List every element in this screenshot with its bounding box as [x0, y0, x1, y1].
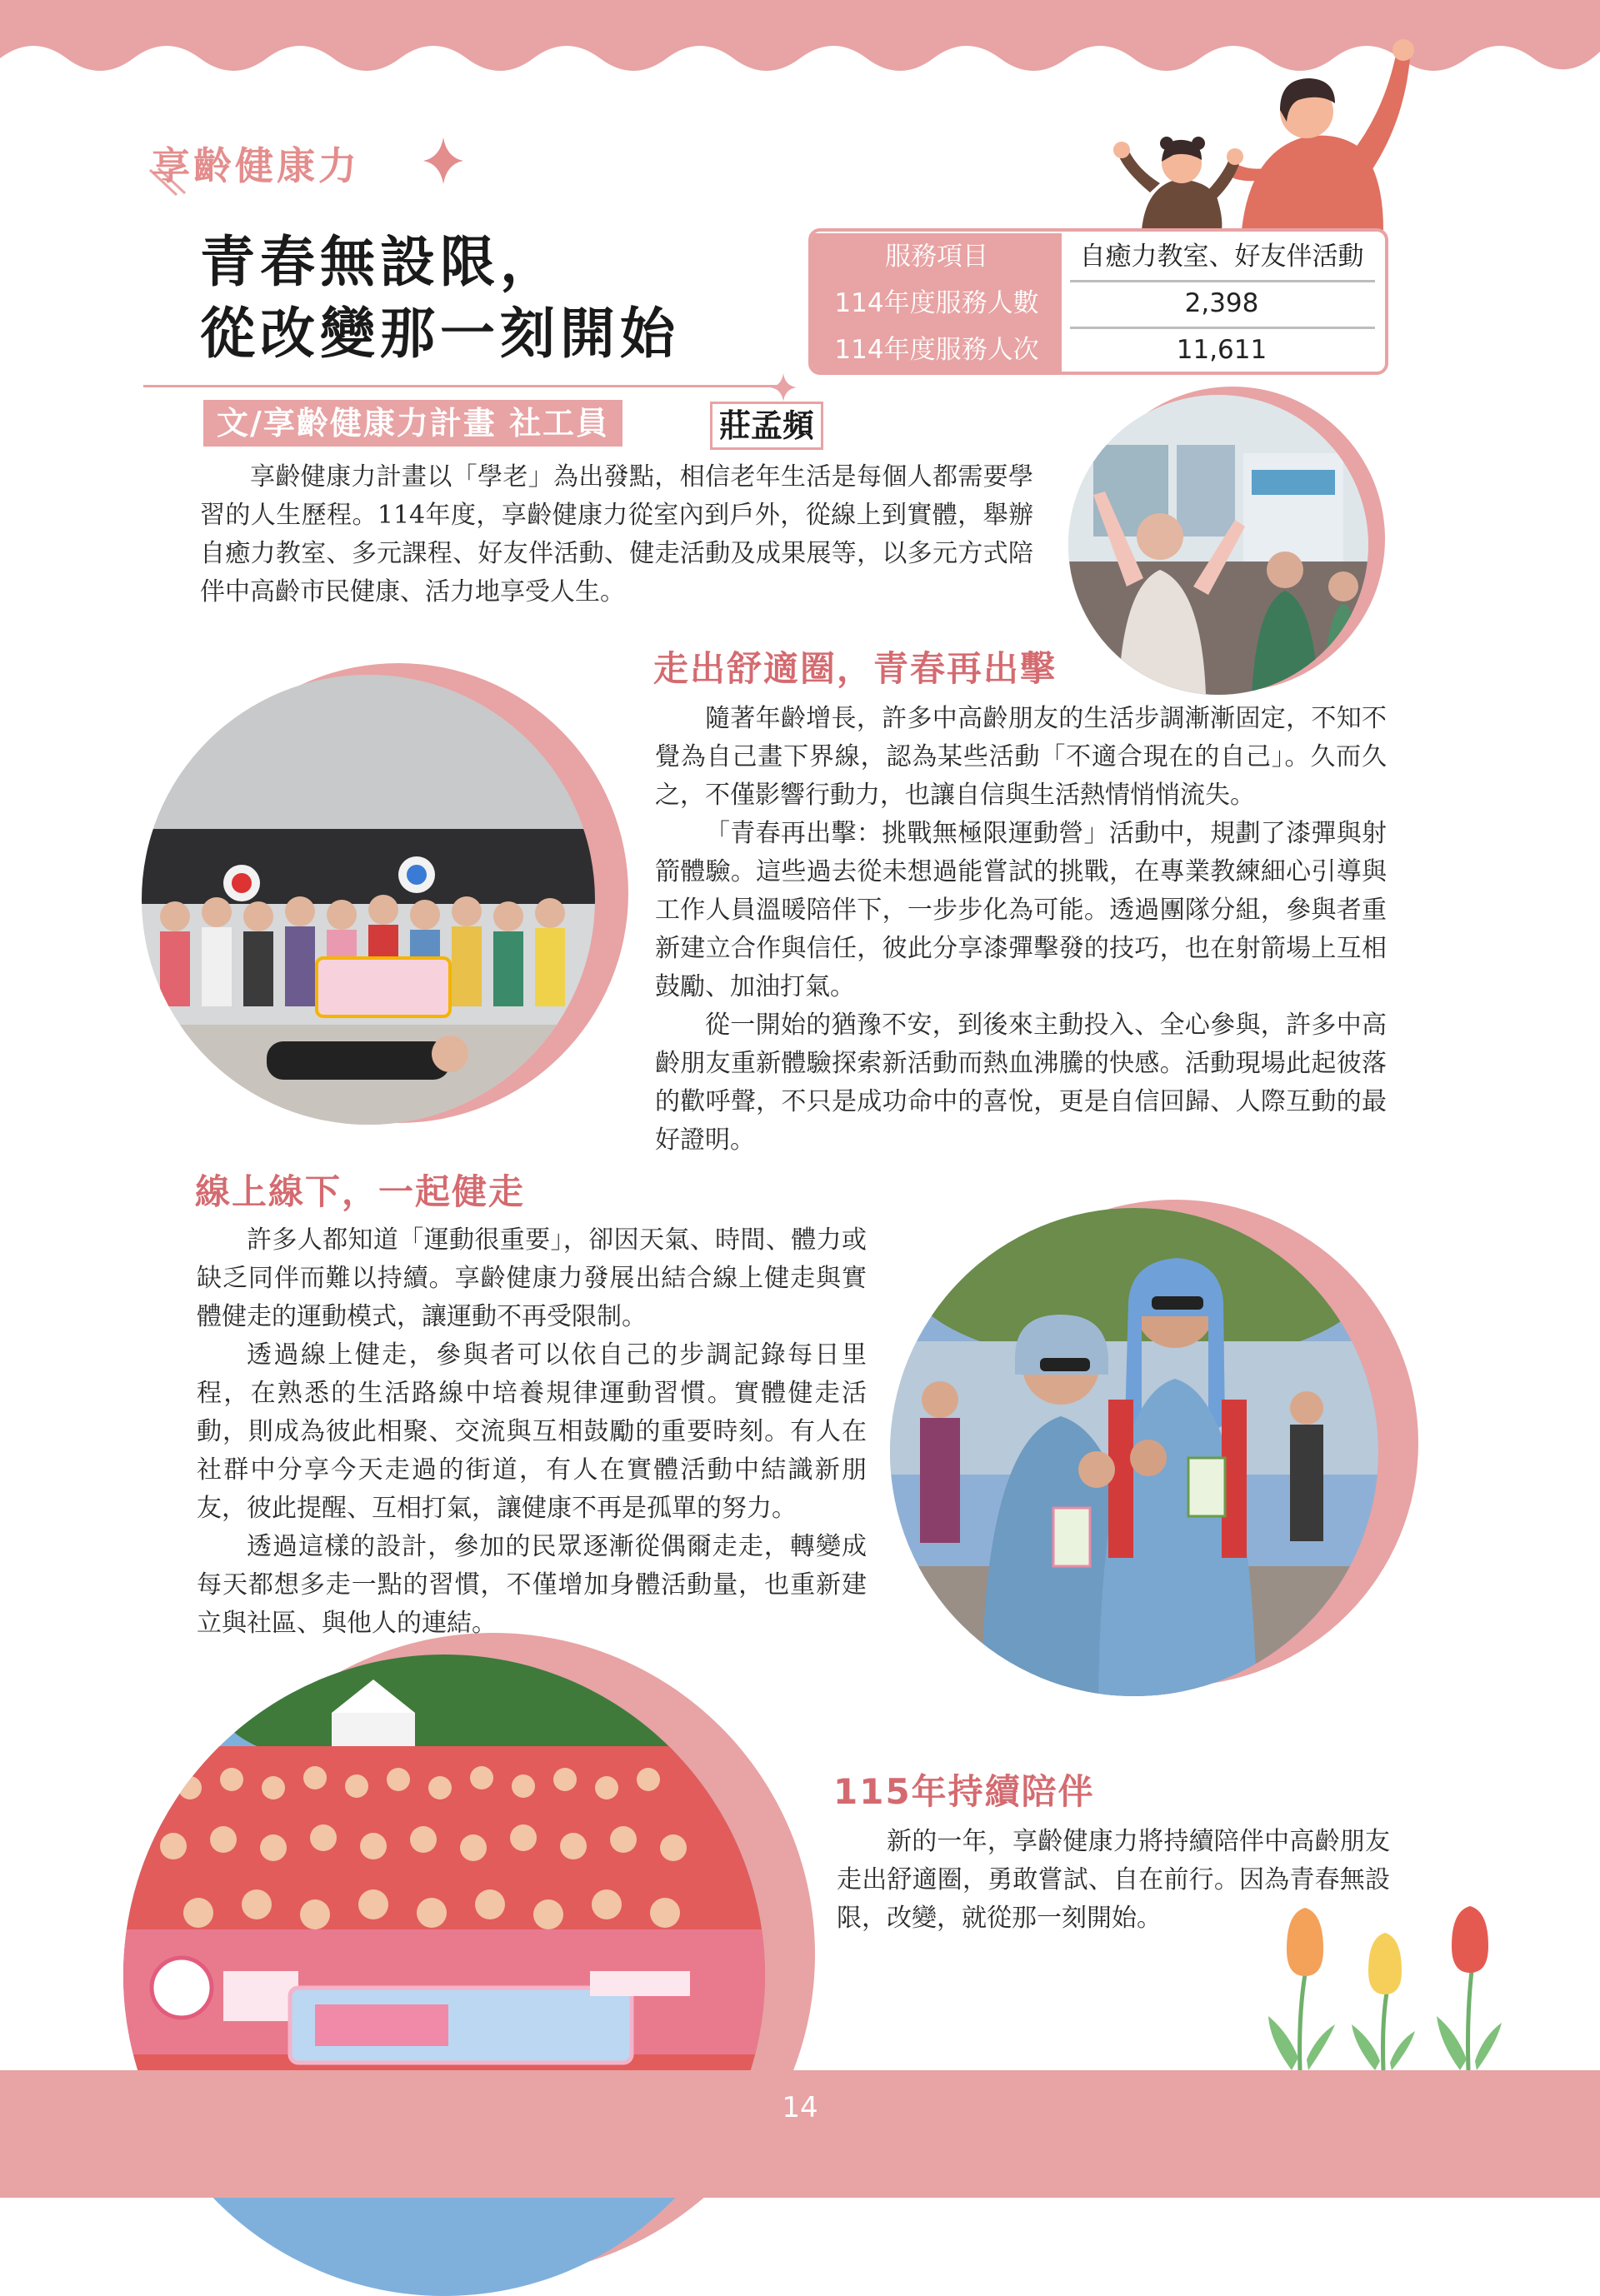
- paragraph: 許多人都知道「運動很重要」，卻因天氣、時間、體力或缺乏同伴而難以持續。享齡健康力發展出結合線上健走與實體健走的運動模式，讓運動不再受限制。: [197, 1225, 867, 1331]
- tulips-illustration: [1258, 1899, 1508, 2070]
- paragraph: 享齡健康力計畫以「學老」為出發點，相信老年生活是每個人都需要學習的人生歷程。114年度，享齡健康力從室內到戶外，從線上到實體，舉辦自癒力教室、多元課程、好友伴活動、健走活動及成果展等，以多元方式陪伴中高齡市民健康、活力地享受人生。: [200, 462, 1033, 606]
- section-heading-walking: 線上線下，一起健走: [195, 1171, 526, 1212]
- photo-walkers: [885, 1200, 1418, 1700]
- section-2-body: [197, 1221, 867, 1643]
- section-heading-comfort-zone: 走出舒適圈，青春再出擊: [653, 648, 1058, 689]
- page-title: [200, 227, 680, 370]
- paragraph: 從一開始的猶豫不安，到後來主動投入、全心參與，許多中高齡朋友重新體驗探索新活動而熱血沸騰的快感。活動現場此起彼落的歡呼聲，不只是成功命中的喜悅，更是自信回歸、人際互動的最好證明。: [655, 1011, 1387, 1155]
- title-line-2: 從改變那一刻開始: [200, 302, 680, 366]
- photo-image: [890, 1208, 1378, 1696]
- paragraph: 「青春再出擊：挑戰無極限運動營」活動中，規劃了漆彈與射箭體驗。這些過去從未想過能嘗試的挑戰，在專業教練細心引導與工作人員溫暖陪伴下，一步步化為可能。透過團隊分組，參與者重新建立合作與信任，彼此分享漆彈擊發的技巧，也在射箭場上互相鼓勵、加油打氣。: [655, 819, 1387, 1001]
- service-value: 自癒力教室、好友伴活動: [1079, 242, 1364, 272]
- table-row: [812, 280, 1388, 327]
- photo-archery-group: [135, 663, 628, 1126]
- intro-paragraph: [200, 458, 1033, 611]
- paragraph: 新的一年，享齡健康力將持續陪伴中高齡朋友走出舒適圈，勇敢嘗試、自在前行。因為青春無設限，改變，就從那一刻開始。: [837, 1827, 1390, 1933]
- photo-exercise-class: [1068, 387, 1385, 703]
- photo-large-group: [122, 1633, 815, 2070]
- page-number: 14: [782, 2091, 818, 2124]
- service-label: 服務項目: [812, 233, 1062, 280]
- sparkle-icon: [770, 373, 797, 402]
- service-info-table: [808, 228, 1388, 375]
- footer-band: [0, 2070, 1600, 2198]
- photo-image: [123, 1655, 765, 2296]
- mother-child-illustration: [1083, 30, 1417, 230]
- service-value: 11,611: [1176, 335, 1268, 365]
- photo-image: [1068, 395, 1368, 695]
- paragraph: 透過線上健走，參與者可以依自己的步調記錄每日里程，在熟悉的生活路線中培養規律運動習慣。實體健走活動，則成為彼此相聚、交流與互相鼓勵的重要時刻。有人在社群中分享今天走過的街道，有人在實體活動中結識新朋友，彼此提醒、互相打氣，讓健康不再是孤單的努力。: [197, 1340, 867, 1523]
- table-row: [812, 327, 1388, 373]
- section-tag: 享齡健康力: [152, 143, 360, 188]
- title-line-1: 青春無設限，: [200, 230, 560, 294]
- author-name: 莊孟頻: [710, 402, 823, 450]
- sparkle-icon: [423, 137, 463, 184]
- service-value: 2,398: [1184, 288, 1259, 318]
- table-row: [812, 233, 1388, 280]
- divider-line: [143, 385, 785, 387]
- byline: 文/享齡健康力計畫 社工員: [203, 400, 622, 447]
- service-label: 114年度服務人數: [812, 280, 1062, 327]
- section-heading-continue: 115年持續陪伴: [833, 1771, 1095, 1812]
- photo-image: [142, 675, 595, 1125]
- paragraph: 透過這樣的設計，參加的民眾逐漸從偶爾走走，轉變成每天都想多走一點的習慣，不僅增加身體活動量，也重新建立與社區、與他人的連結。: [197, 1532, 867, 1638]
- section-1-body: [655, 700, 1387, 1160]
- paragraph: 隨著年齡增長，許多中高齡朋友的生活步調漸漸固定，不知不覺為自己畫下界線，認為某些活動「不適合現在的自己」。久而久之，不僅影響行動力，也讓自信與生活熱情悄悄流失。: [655, 704, 1387, 810]
- service-label: 114年度服務人次: [812, 327, 1062, 373]
